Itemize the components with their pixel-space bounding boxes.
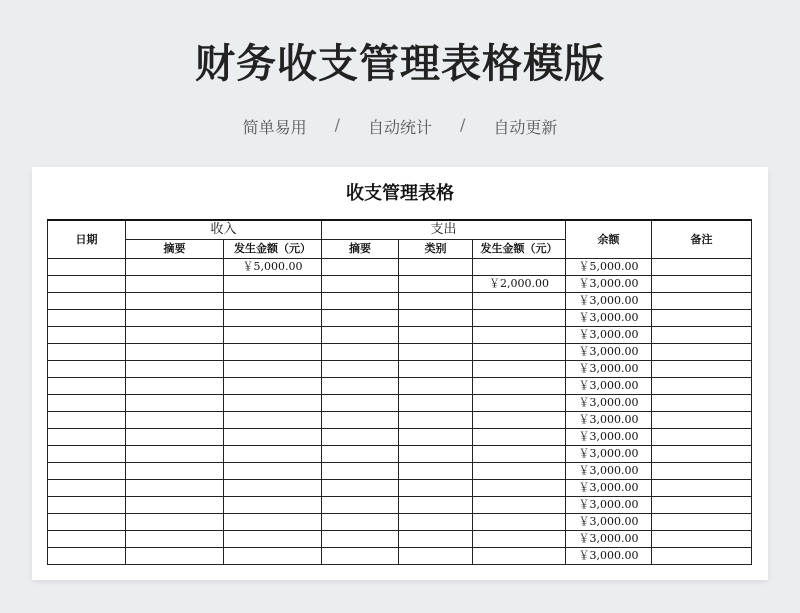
cell-balance[interactable]: ￥3,000.00: [566, 480, 652, 497]
cell-income-amount[interactable]: [224, 310, 322, 327]
cell-date[interactable]: [48, 259, 126, 276]
ledger-body: [48, 259, 752, 565]
cell-expense-category[interactable]: [399, 310, 473, 327]
cell-income-summary[interactable]: [126, 344, 224, 361]
cell-remarks[interactable]: [652, 446, 752, 463]
cell-date[interactable]: [48, 548, 126, 565]
cell-expense-category[interactable]: [399, 446, 473, 463]
cell-income-amount[interactable]: [224, 293, 322, 310]
header-date: 日期: [48, 220, 126, 259]
cell-income-amount[interactable]: [224, 412, 322, 429]
cell-expense-summary[interactable]: [322, 310, 399, 327]
table-row: [48, 344, 752, 361]
header-income-summary: 摘要: [126, 240, 224, 259]
cell-income-summary[interactable]: [126, 480, 224, 497]
cell-date[interactable]: [48, 412, 126, 429]
cell-remarks[interactable]: [652, 259, 752, 276]
cell-remarks[interactable]: [652, 361, 752, 378]
cell-expense-category[interactable]: [399, 395, 473, 412]
cell-expense-category[interactable]: [399, 412, 473, 429]
cell-expense-summary[interactable]: [322, 497, 399, 514]
cell-income-summary[interactable]: [126, 446, 224, 463]
cell-date[interactable]: [48, 361, 126, 378]
cell-expense-amount[interactable]: [473, 259, 566, 276]
cell-remarks[interactable]: [652, 412, 752, 429]
header-remarks: 备注: [652, 220, 752, 259]
cell-expense-summary[interactable]: [322, 463, 399, 480]
cell-expense-amount[interactable]: [473, 412, 566, 429]
cell-date[interactable]: [48, 497, 126, 514]
cell-income-amount[interactable]: [224, 446, 322, 463]
cell-remarks[interactable]: [652, 463, 752, 480]
cell-balance[interactable]: ￥3,000.00: [566, 429, 652, 446]
cell-date[interactable]: [48, 327, 126, 344]
cell-income-summary[interactable]: [126, 310, 224, 327]
cell-remarks[interactable]: [652, 548, 752, 565]
cell-expense-summary[interactable]: [322, 429, 399, 446]
cell-income-summary[interactable]: [126, 395, 224, 412]
cell-expense-category[interactable]: [399, 276, 473, 293]
page-title: 财务收支管理表格模版: [195, 41, 605, 87]
cell-expense-summary[interactable]: [322, 327, 399, 344]
cell-expense-summary[interactable]: [322, 293, 399, 310]
cell-expense-amount[interactable]: [473, 327, 566, 344]
cell-income-amount[interactable]: [224, 327, 322, 344]
table-row: [48, 531, 752, 548]
cell-balance[interactable]: ￥3,000.00: [566, 361, 652, 378]
cell-balance[interactable]: ￥3,000.00: [566, 548, 652, 565]
cell-expense-amount[interactable]: [473, 497, 566, 514]
cell-expense-amount[interactable]: [473, 480, 566, 497]
cell-expense-category[interactable]: [399, 378, 473, 395]
cell-income-summary[interactable]: [126, 463, 224, 480]
table-row: [48, 293, 752, 310]
cell-expense-category[interactable]: [399, 259, 473, 276]
cell-remarks[interactable]: [652, 531, 752, 548]
cell-balance[interactable]: ￥3,000.00: [566, 293, 652, 310]
table-row: [48, 446, 752, 463]
cell-date[interactable]: [48, 531, 126, 548]
cell-expense-summary[interactable]: [322, 395, 399, 412]
tag-auto-update: 自动更新: [493, 118, 558, 137]
cell-income-summary[interactable]: [126, 293, 224, 310]
cell-income-summary[interactable]: [126, 259, 224, 276]
cell-remarks[interactable]: [652, 327, 752, 344]
cell-remarks[interactable]: [652, 429, 752, 446]
header-balance: 余额: [566, 220, 652, 259]
cell-expense-amount[interactable]: [473, 378, 566, 395]
cell-income-summary[interactable]: [126, 361, 224, 378]
table-row: [48, 429, 752, 446]
table-row: [48, 463, 752, 480]
tag-easy: 简单易用: [242, 118, 307, 137]
cell-income-summary[interactable]: [126, 276, 224, 293]
header-income-amount: 发生金额（元）: [224, 240, 322, 259]
cell-remarks[interactable]: [652, 293, 752, 310]
cell-income-summary[interactable]: [126, 514, 224, 531]
cell-remarks[interactable]: [652, 514, 752, 531]
cell-income-amount[interactable]: [224, 429, 322, 446]
cell-balance[interactable]: ￥3,000.00: [566, 327, 652, 344]
cell-date[interactable]: [48, 293, 126, 310]
cell-date[interactable]: [48, 429, 126, 446]
cell-expense-summary[interactable]: [322, 361, 399, 378]
cell-expense-amount[interactable]: [473, 344, 566, 361]
table-row: [48, 259, 752, 276]
cell-expense-summary[interactable]: [322, 480, 399, 497]
cell-expense-amount[interactable]: [473, 531, 566, 548]
cell-expense-amount[interactable]: [473, 361, 566, 378]
cell-remarks[interactable]: [652, 310, 752, 327]
cell-income-amount[interactable]: [224, 463, 322, 480]
tag-separator: /: [334, 115, 340, 134]
cell-date[interactable]: [48, 276, 126, 293]
header-expense-category: 类别: [399, 240, 473, 259]
cell-balance[interactable]: ￥3,000.00: [566, 276, 652, 293]
cell-expense-amount[interactable]: [473, 310, 566, 327]
table-row: [48, 276, 752, 293]
cell-expense-summary[interactable]: [322, 412, 399, 429]
cell-expense-category[interactable]: [399, 361, 473, 378]
cell-expense-category[interactable]: [399, 497, 473, 514]
cell-expense-amount[interactable]: [473, 463, 566, 480]
cell-expense-summary[interactable]: [322, 514, 399, 531]
header-income-group: 收入: [126, 220, 322, 240]
table-row: [48, 412, 752, 429]
table-row: [48, 514, 752, 531]
cell-income-summary[interactable]: [126, 531, 224, 548]
cell-balance[interactable]: ￥3,000.00: [566, 310, 652, 327]
cell-remarks[interactable]: [652, 497, 752, 514]
cell-expense-summary[interactable]: [322, 446, 399, 463]
ledger-table: [47, 219, 752, 565]
cell-income-summary[interactable]: [126, 548, 224, 565]
cell-balance[interactable]: ￥3,000.00: [566, 446, 652, 463]
tag-auto-stat: 自动统计: [367, 118, 432, 137]
cell-income-amount[interactable]: [224, 361, 322, 378]
cell-date[interactable]: [48, 480, 126, 497]
cell-expense-summary[interactable]: [322, 259, 399, 276]
cell-income-summary[interactable]: [126, 497, 224, 514]
cell-expense-summary[interactable]: [322, 378, 399, 395]
cell-expense-summary[interactable]: [322, 531, 399, 548]
cell-remarks[interactable]: [652, 276, 752, 293]
cell-expense-category[interactable]: [399, 293, 473, 310]
table-row: [48, 378, 752, 395]
cell-expense-summary[interactable]: [322, 344, 399, 361]
cell-balance[interactable]: ￥5,000.00: [566, 259, 652, 276]
cell-date[interactable]: [48, 395, 126, 412]
tag-separator: /: [460, 115, 466, 134]
cell-expense-amount[interactable]: [473, 429, 566, 446]
cell-date[interactable]: [48, 344, 126, 361]
table-row: [48, 327, 752, 344]
cell-income-amount[interactable]: [224, 276, 322, 293]
cell-remarks[interactable]: [652, 344, 752, 361]
cell-balance[interactable]: ￥3,000.00: [566, 395, 652, 412]
cell-expense-category[interactable]: [399, 531, 473, 548]
table-row: [48, 548, 752, 565]
cell-expense-summary[interactable]: [322, 548, 399, 565]
cell-income-amount[interactable]: [224, 497, 322, 514]
cell-date[interactable]: [48, 446, 126, 463]
cell-balance[interactable]: ￥3,000.00: [566, 412, 652, 429]
cell-date[interactable]: [48, 514, 126, 531]
feature-tags: [0, 115, 800, 138]
cell-expense-amount[interactable]: [473, 514, 566, 531]
cell-income-amount[interactable]: [224, 378, 322, 395]
cell-expense-summary[interactable]: [322, 276, 399, 293]
cell-expense-category[interactable]: [399, 480, 473, 497]
cell-balance[interactable]: ￥3,000.00: [566, 514, 652, 531]
header-expense-group: 支出: [322, 220, 566, 240]
cell-expense-amount[interactable]: [473, 395, 566, 412]
table-row: [48, 480, 752, 497]
cell-remarks[interactable]: [652, 480, 752, 497]
spreadsheet-card: [32, 167, 768, 580]
cell-date[interactable]: [48, 310, 126, 327]
cell-expense-category[interactable]: [399, 327, 473, 344]
table-row: [48, 361, 752, 378]
cell-balance[interactable]: ￥3,000.00: [566, 497, 652, 514]
cell-income-amount[interactable]: ￥5,000.00: [224, 259, 322, 276]
cell-income-amount[interactable]: [224, 344, 322, 361]
header-row-group: [48, 220, 752, 240]
cell-income-amount[interactable]: [224, 514, 322, 531]
cell-income-amount[interactable]: [224, 548, 322, 565]
table-row: [48, 395, 752, 412]
cell-income-summary[interactable]: [126, 429, 224, 446]
cell-expense-category[interactable]: [399, 344, 473, 361]
sheet-title: 收支管理表格: [346, 183, 454, 204]
cell-income-amount[interactable]: [224, 531, 322, 548]
cell-expense-category[interactable]: [399, 463, 473, 480]
cell-expense-amount[interactable]: [473, 446, 566, 463]
cell-expense-category[interactable]: [399, 429, 473, 446]
cell-balance[interactable]: ￥3,000.00: [566, 378, 652, 395]
cell-remarks[interactable]: [652, 395, 752, 412]
cell-remarks[interactable]: [652, 378, 752, 395]
cell-expense-amount[interactable]: ￥2,000.00: [473, 276, 566, 293]
cell-balance[interactable]: ￥3,000.00: [566, 463, 652, 480]
cell-expense-category[interactable]: [399, 514, 473, 531]
cell-income-amount[interactable]: [224, 395, 322, 412]
cell-expense-amount[interactable]: [473, 293, 566, 310]
table-row: [48, 310, 752, 327]
cell-expense-category[interactable]: [399, 548, 473, 565]
cell-balance[interactable]: ￥3,000.00: [566, 531, 652, 548]
cell-income-summary[interactable]: [126, 378, 224, 395]
cell-expense-amount[interactable]: [473, 548, 566, 565]
cell-date[interactable]: [48, 463, 126, 480]
cell-income-summary[interactable]: [126, 412, 224, 429]
cell-income-summary[interactable]: [126, 327, 224, 344]
header-expense-summary: 摘要: [322, 240, 399, 259]
header-expense-amount: 发生金额（元）: [473, 240, 566, 259]
cell-date[interactable]: [48, 378, 126, 395]
table-row: [48, 497, 752, 514]
cell-balance[interactable]: ￥3,000.00: [566, 344, 652, 361]
cell-income-amount[interactable]: [224, 480, 322, 497]
